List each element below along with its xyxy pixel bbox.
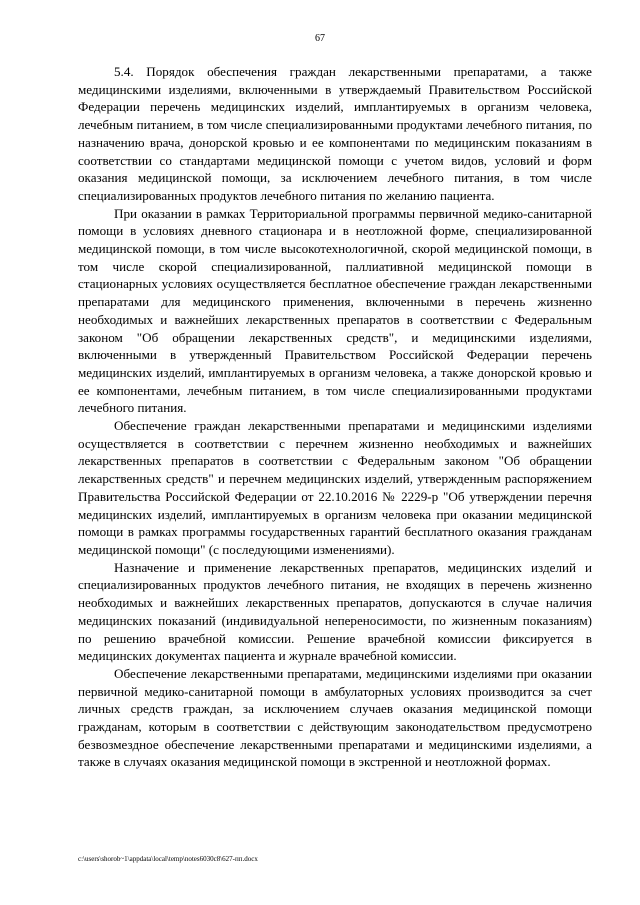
page-number: 67	[315, 33, 325, 44]
paragraph-outpatient-provision: Обеспечение лекарственными препаратами, медицинскими изделиями при оказании первичной медико-санитарной помощи в амбулаторных условиях производится за счет личных средств граждан, за исключением случаев оказания медицинской помощи гражданам, которым в соответствии с действующим законодательством предусмотрено безвозмездное обеспечение лекарственными препаратами и медицинскими изделиями, а также в случаях оказания медицинской помощи в экстренной и неотложной формах.	[78, 665, 592, 770]
document-body	[78, 63, 592, 771]
paragraph-5-4: 5.4. Порядок обеспечения граждан лекарственными препаратами, а также медицинскими изделиями, включенными в утверждаемый Правительством Российской Федерации перечень медицинских изделий, имплантируемых в организм человека, лечебным питанием, в том числе специализированными продуктами лечебного питания, по назначению врача, донорской кровью и ее компонентами по медицинским показаниям в соответствии со стандартами медицинской помощи с учетом видов, условий и форм оказания медицинской помощи, за исключением лечебного питания, в том числе специализированных продуктов лечебного питания по желанию пациента.	[78, 64, 592, 203]
paragraph-provision-lists: Обеспечение граждан лекарственными препаратами и медицинскими изделиями осуществляется в соответствии с перечнем жизненно необходимых и важнейших лекарственных препаратов в соответствии с Федеральным законом "Об обращении лекарственных средств" и перечнем медицинских изделий, утвержденным распоряжением Правительства Российской Федерации от 22.10.2016 № 2229-р "Об утверждении перечня медицинских изделий, имплантируемых в организм человека при оказании медицинской помощи в рамках программы государственных гарантий бесплатного оказания гражданам медицинской помощи" (с последующими изменениями).	[78, 418, 592, 557]
footer-file-path: c:\users\shorob~1\appdata\local\temp\notes6030c8\627-пп.docx	[78, 855, 258, 863]
paragraph-commission-decision: Назначение и применение лекарственных препаратов, медицинских изделий и специализированных продуктов лечебного питания, не входящих в перечень жизненно необходимых и важнейших лекарственных препаратов, допускаются в случае наличия медицинских показаний (индивидуальной непереносимости, по жизненным показаниям) по решению врачебной комиссии. Решение врачебной комиссии фиксируется в медицинских документах пациента и журнале врачебной комиссии.	[78, 559, 592, 664]
paragraph-inpatient-provision: При оказании в рамках Территориальной программы первичной медико-санитарной помощи в условиях дневного стационара и в неотложной форме, специализированной медицинской помощи, в том числе высокотехнологичной, скорой медицинской помощи, в том числе скорой специализированной, паллиативной медицинской помощи в стационарных условиях осуществляется бесплатное обеспечение граждан лекарственными препаратами для медицинского применения, включенными в перечень жизненно необходимых и важнейших лекарственных препаратов в соответствии с Федеральным законом "Об обращении лекарственных средств", и медицинскими изделиями, включенными в утвержденный Правительством Российской Федерации перечень медицинских изделий, имплантируемых в организм человека, а также донорской кровью и ее компонентами, лечебным питанием, в том числе специализированными продуктами лечебного питания.	[78, 205, 592, 416]
